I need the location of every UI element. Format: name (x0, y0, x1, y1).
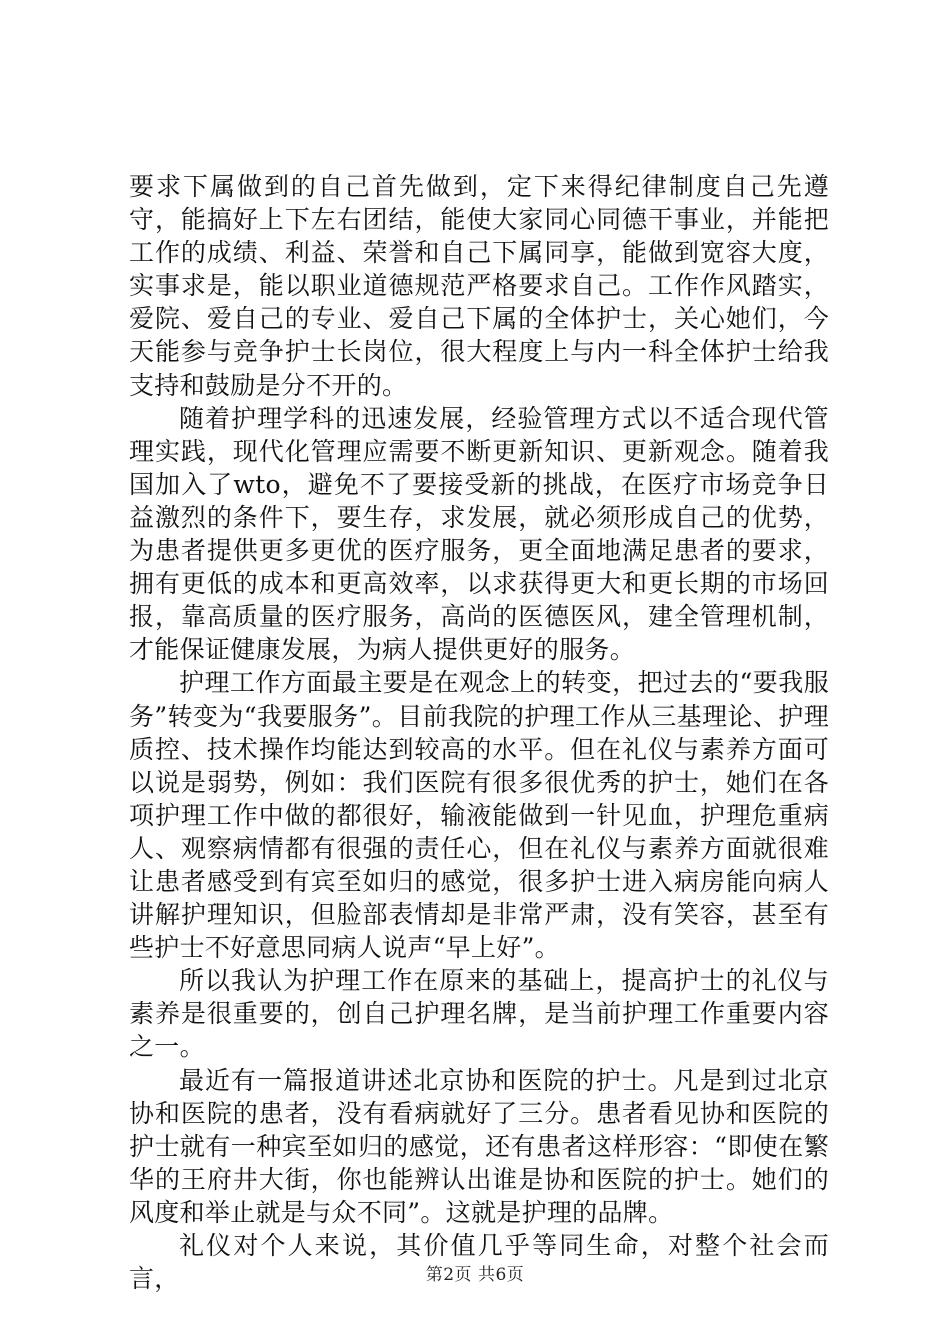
paragraph-1: 要求下属做到的自己首先做到，定下来得纪律制度自己先遵守，能搞好上下左右团结，能使大家同心同德干事业，并能把工作的成绩、利益、荣誉和自己下属同享，能做到宽容大度，实事求是，能以职业道德规范严格要求自己。工作作风踏实，爱院、爱自己的专业、爱自己下属的全体护士，关心她们，今天能参与竞争护士长岗位，很大程度上与内一科全体护士给我支持和鼓励是分不开的。 (129, 172, 829, 400)
paragraph-2: 随着护理学科的迅速发展，经验管理方式以不适合现代管理实践，现代化管理应需要不断更新知识、更新观念。随着我国加入了wto，避免不了要接受新的挑战，在医疗市场竞争日益激烈的条件下，要生存，求发展，就必须形成自己的优势，为患者提供更多更优的医疗服务，更全面地满足患者的要求，拥有更低的成本和更高效率，以求获得更大和更长期的市场回报，靠高质量的医疗服务，高尚的医德医风，建全管理机制，才能保证健康发展，为病人提供更好的服务。 (129, 403, 829, 665)
page-footer: 第2页 共6页 (425, 1265, 525, 1285)
paragraph-5: 最近有一篇报道讲述北京协和医院的护士。凡是到过北京协和医院的患者，没有看病就好了三分。患者看见协和医院的护士就有一种宾至如归的感觉，还有患者这样形容：“即使在繁华的王府井大街，你也能辨认出谁是协和医院的护士。她们的风度和举止就是与众不同”。这就是护理的品牌。 (129, 1065, 829, 1227)
document-body (129, 170, 829, 1295)
paragraph-3: 护理工作方面最主要是在观念上的转变，把过去的“要我服务”转变为“我要服务”。目前我院的护理工作从三基理论、护理质控、技术操作均能达到较高的水平。但在礼仪与素养方面可以说是弱势，例如：我们医院有很多很优秀的护士，她们在各项护理工作中做的都很好，输液能做到一针见血，护理危重病人、观察病情都有很强的责任心，但在礼仪与素养方面就很难让患者感受到有宾至如归的感觉，很多护士进入病房能向病人讲解护理知识，但脸部表情却是非常严肃，没有笑容，甚至有些护士不好意思同病人说声“早上好”。 (129, 668, 829, 963)
paragraph-4: 所以我认为护理工作在原来的基础上，提高护士的礼仪与素养是很重要的，创自己护理名牌，是当前护理工作重要内容之一。 (129, 966, 829, 1062)
paragraph-6: 礼仪对个人来说，其价值几乎等同生命，对整个社会而言， (129, 1231, 829, 1294)
